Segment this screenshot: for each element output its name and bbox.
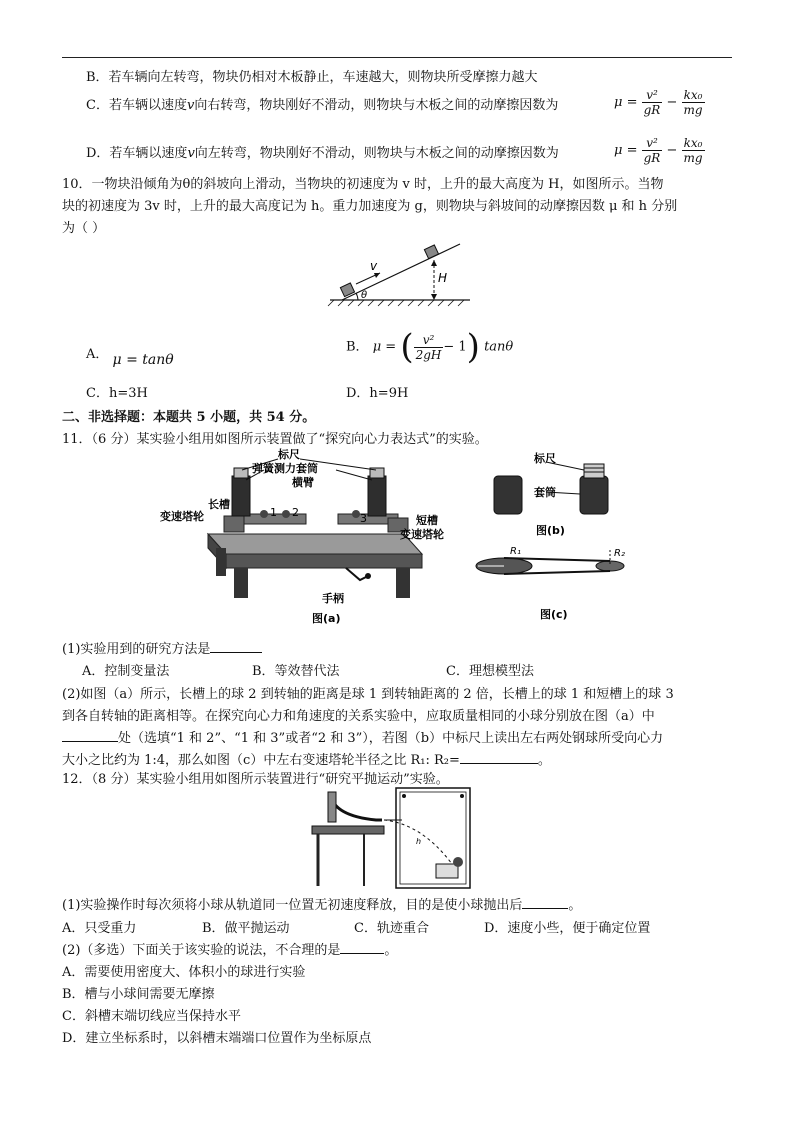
q12-part2-option-c: C．斜槽末端切线应当保持水平 xyxy=(62,1009,241,1024)
q11-part1-option-b: B．等效替代法 xyxy=(252,664,340,679)
q11-part1-option-a: A．控制变量法 xyxy=(82,664,170,679)
q12-part1-option-b: B．做平抛运动 xyxy=(202,921,290,936)
q9-option-d-formula: μ = $\frac{\text{v²}}{gR}$ − $\frac{\text{kx₀}}{mg}$ xyxy=(614,136,703,165)
q10-option-d: D．h=9H xyxy=(346,386,409,401)
q11-part2-line1: (2)如图（a）所示，长槽上的球 2 到转轴的距离是球 1 到转轴距离的 2 倍，长槽上的球 1 和短槽上的球 3 xyxy=(62,687,674,702)
q11-part1: (1)实验用到的研究方法是 xyxy=(62,638,262,657)
caption-fig-b: 图(b) xyxy=(536,524,565,537)
q10-option-b: B． μ = ( $\frac{\text{v²}}{2gH}$ − 1) tanθ xyxy=(346,327,514,367)
answer-blank-11-2b[interactable] xyxy=(460,763,538,764)
caption-fig-c: 图(c) xyxy=(540,608,568,621)
label-R1: R₁ xyxy=(510,546,521,557)
q12-title: 12．（8 分）某实验小组用如图所示装置进行“研究平抛运动”实验。 xyxy=(62,772,449,787)
block-top xyxy=(424,245,438,259)
label-theta: θ xyxy=(361,290,368,301)
label-long-groove: 长槽 xyxy=(208,498,230,511)
q10-line3: 为（ ） xyxy=(62,221,106,236)
label-handle: 手柄 xyxy=(322,592,344,605)
q11-title: 11．（6 分）某实验小组用如图所示装置做了“探究向心力表达式”的实验。 xyxy=(62,432,488,447)
q11-part2-line2: 到各自转轴的距离相等。在探究向心力和角速度的关系实验中，应取质量相同的小球分别放在图（a）中 xyxy=(62,709,655,724)
label-cross-arm: 横臂 xyxy=(292,476,314,489)
q9-option-c: C．若车辆以速度v向右转弯，物块刚好不滑动，则物块与木板之间的动摩擦因数为 xyxy=(86,98,559,113)
answer-blank-11-1[interactable] xyxy=(210,652,262,653)
q12-part2-option-a: A．需要使用密度大、体积小的球进行实验 xyxy=(62,965,306,980)
figure-c-pulleys xyxy=(470,542,650,626)
answer-blank-12-1[interactable] xyxy=(522,908,568,909)
q12-part1-option-c: C．轨迹重合 xyxy=(354,921,429,936)
answer-blank-11-2a[interactable] xyxy=(62,741,118,742)
q11-part1-option-c: C．理想模型法 xyxy=(446,664,534,679)
q11-part2-line3: 处（选填“1 和 2”、“1 和 3”或者“2 和 3”），若图（b）中标尺上读出左右两处钢球所受向心力 xyxy=(62,727,663,746)
caption-fig-a: 图(a) xyxy=(312,612,341,625)
label-cone-pulley-left: 变速塔轮 xyxy=(160,510,204,523)
section-heading: 二、非选择题：本题共 5 小题，共 54 分。 xyxy=(62,410,316,425)
label-cone-pulley-right: 变速塔轮 xyxy=(400,528,444,541)
q9-option-d: D．若车辆以速度v向左转弯，物块刚好不滑动，则物块与木板之间的动摩擦因数为 xyxy=(86,146,559,161)
q9-option-b: B．若车辆向左转弯，物块仍相对木板静止，车速越大，则物块所受摩擦力越大 xyxy=(86,70,538,85)
label-biaochi: 标尺 xyxy=(278,448,300,461)
q11-part2-line4: 大小之比约为 1:4，那么如图（c）中左右变速塔轮半径之比 R₁: R₂= 。 xyxy=(62,753,551,768)
label-b-scale: 标尺 xyxy=(534,452,556,465)
label-spring-sleeve: 弹簧测力套筒 xyxy=(252,462,318,475)
q12-part1: (1)实验操作时每次须将小球从轨道同一位置无初速度释放，目的是使小球抛出后 。 xyxy=(62,898,582,913)
q10-option-c: C．h=3H xyxy=(86,386,148,401)
label-H: H xyxy=(438,271,448,285)
q9-option-c-formula: μ = $\frac{\text{v²}}{gR}$ − $\frac{\text{kx₀}}{mg}$ xyxy=(614,88,703,117)
q10-line1: 10．一物块沿倾角为θ的斜坡向上滑动，当物块的初速度为 v 时，上升的最大高度为 H，如图所示。当物 xyxy=(62,177,664,192)
top-rule xyxy=(62,57,732,58)
q12-part2-option-d: D．建立坐标系时，以斜槽末端端口位置作为坐标原点 xyxy=(62,1031,372,1046)
q12-part1-option-d: D．速度小些，便于确定位置 xyxy=(484,921,651,936)
answer-blank-12-2[interactable] xyxy=(340,953,384,954)
label-ball-1: 1 xyxy=(270,506,277,519)
label-v: v xyxy=(370,259,378,273)
incline-figure xyxy=(320,238,470,310)
figure-a-apparatus xyxy=(160,448,450,634)
q12-part2: (2)（多选）下面关于该实验的说法，不合理的是 。 xyxy=(62,943,398,958)
figure-b-sleeves xyxy=(484,452,614,542)
q10-option-a: A． μ = tanθ xyxy=(86,347,174,368)
q10-line2: 块的初速度为 3v 时，上升的最大高度记为 h。重力加速度为 g，则物块与斜坡间的动摩擦因数 μ 和 h 分别 xyxy=(62,199,678,214)
label-ball-2: 2 xyxy=(292,506,299,519)
label-short-groove: 短槽 xyxy=(416,514,438,527)
projectile-apparatus-figure xyxy=(304,786,480,890)
svg-text:h: h xyxy=(416,837,422,846)
label-ball-3: 3 xyxy=(360,512,367,525)
q12-part2-option-b: B．槽与小球间需要无摩擦 xyxy=(62,987,215,1002)
label-R2: R₂ xyxy=(614,548,625,559)
label-b-sleeve: 套筒 xyxy=(534,486,556,499)
q12-part1-option-a: A．只受重力 xyxy=(62,921,137,936)
